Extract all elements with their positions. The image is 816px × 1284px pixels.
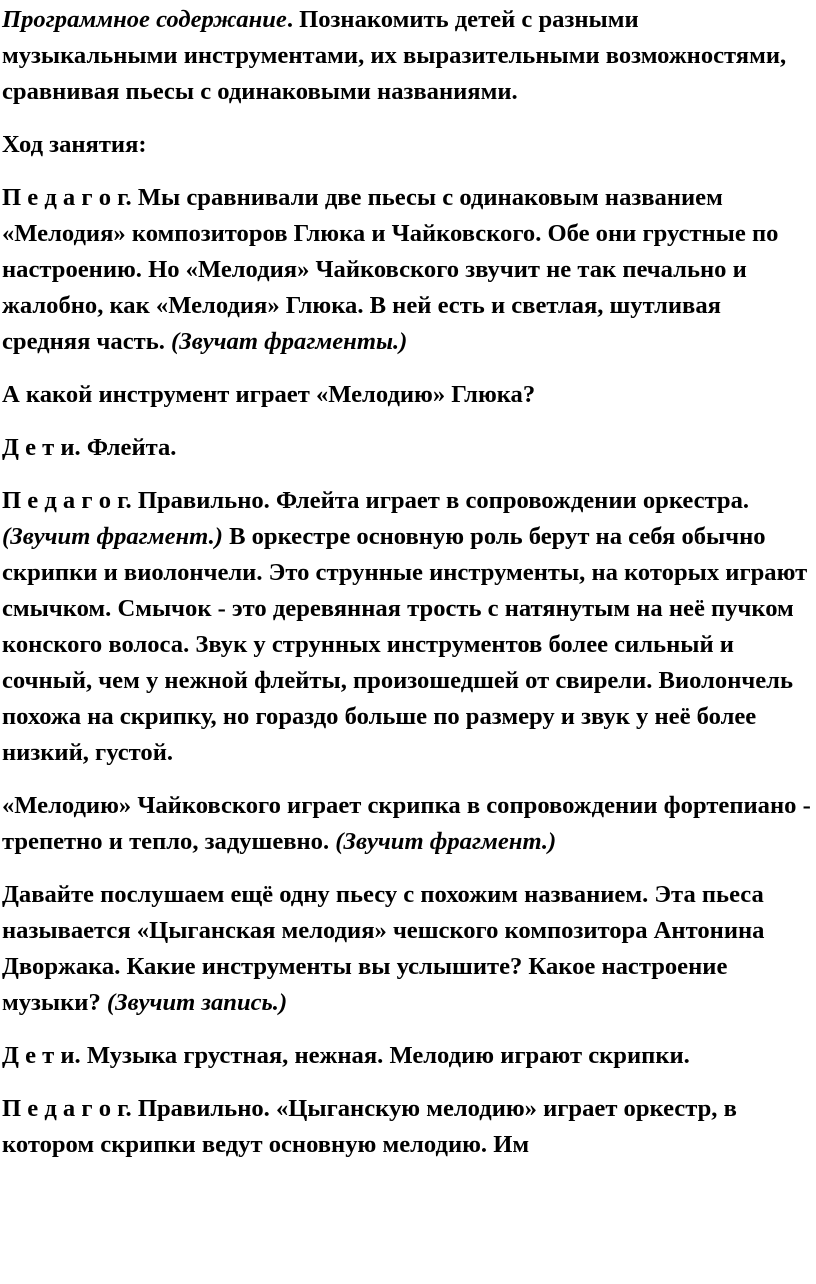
paragraph-teacher-1 — [2, 180, 812, 360]
teacher-text: П е д а г о г. Правильно. «Цыганскую мелодию» играет оркестр, в котором скрипки ведут основную мелодию. Им — [2, 1095, 737, 1158]
teacher-text: П е д а г о г. Мы сравнивали две пьесы с одинаковым названием «Мелодия» композиторов Глюка и Чайковского. Обе они грустные по настроению. Но «Мелодия» Чайковского звучит не так печально и жалобно, как «Мелодия» Глюка. В ней есть и светлая, шутливая средняя часть. — [2, 184, 779, 355]
paragraph-program-content — [2, 2, 812, 110]
paragraph-lesson-heading — [2, 127, 812, 163]
program-content-label: Программное содержание — [2, 6, 287, 33]
paragraph-teacher-2 — [2, 483, 812, 771]
teacher-text: П е д а г о г. Правильно. Флейта играет в сопровождении оркестра. — [2, 487, 750, 514]
paragraph-tchaikovsky-melody — [2, 788, 812, 860]
teacher-text-continued: В оркестре основную роль берут на себя обычно скрипки и виолончели. Это струнные инструменты, на которых играют смычком. Смычок - это деревянная трость с натянутым на неё пучком конского волоса. Звук у струнных инструментов более сильный и сочный, чем у нежной флейты, произошедшей от свирели. Виолончель похожа на скрипку, но гораздо больше по размеру и звук у неё более низкий, густой. — [2, 523, 808, 766]
stage-direction: (Звучит фрагмент.) — [335, 828, 557, 855]
melody-text: «Мелодию» Чайковского играет скрипка в сопровождении фортепиано - трепетно и тепло, задушевно. — [2, 792, 811, 855]
stage-direction: (Звучит фрагмент.) — [2, 523, 223, 550]
lesson-heading: Ход занятия: — [2, 131, 147, 158]
children-text: Д е т и. Музыка грустная, нежная. Мелодию играют скрипки. — [2, 1042, 690, 1069]
dvorak-text: Давайте послушаем ещё одну пьесу с похожим названием. Эта пьеса называется «Цыганская мелодия» чешского композитора Антонина Дворжака. Какие инструменты вы услышите? Какое настроение музыки? — [2, 881, 765, 1016]
question-text: А какой инструмент играет «Мелодию» Глюка? — [2, 381, 536, 408]
paragraph-question — [2, 377, 812, 413]
program-content-text: . Познакомить детей с разными музыкальными инструментами, их выразительными возможностями, сравнивая пьесы с одинаковыми названиями. — [2, 6, 787, 105]
paragraph-children-1 — [2, 430, 812, 466]
stage-direction: (Звучат фрагменты.) — [171, 328, 408, 355]
children-text: Д е т и. Флейта. — [2, 434, 177, 461]
paragraph-teacher-3 — [2, 1091, 812, 1163]
paragraph-dvorak-intro — [2, 877, 812, 1021]
paragraph-children-2 — [2, 1038, 812, 1074]
stage-direction: (Звучит запись.) — [106, 989, 288, 1016]
